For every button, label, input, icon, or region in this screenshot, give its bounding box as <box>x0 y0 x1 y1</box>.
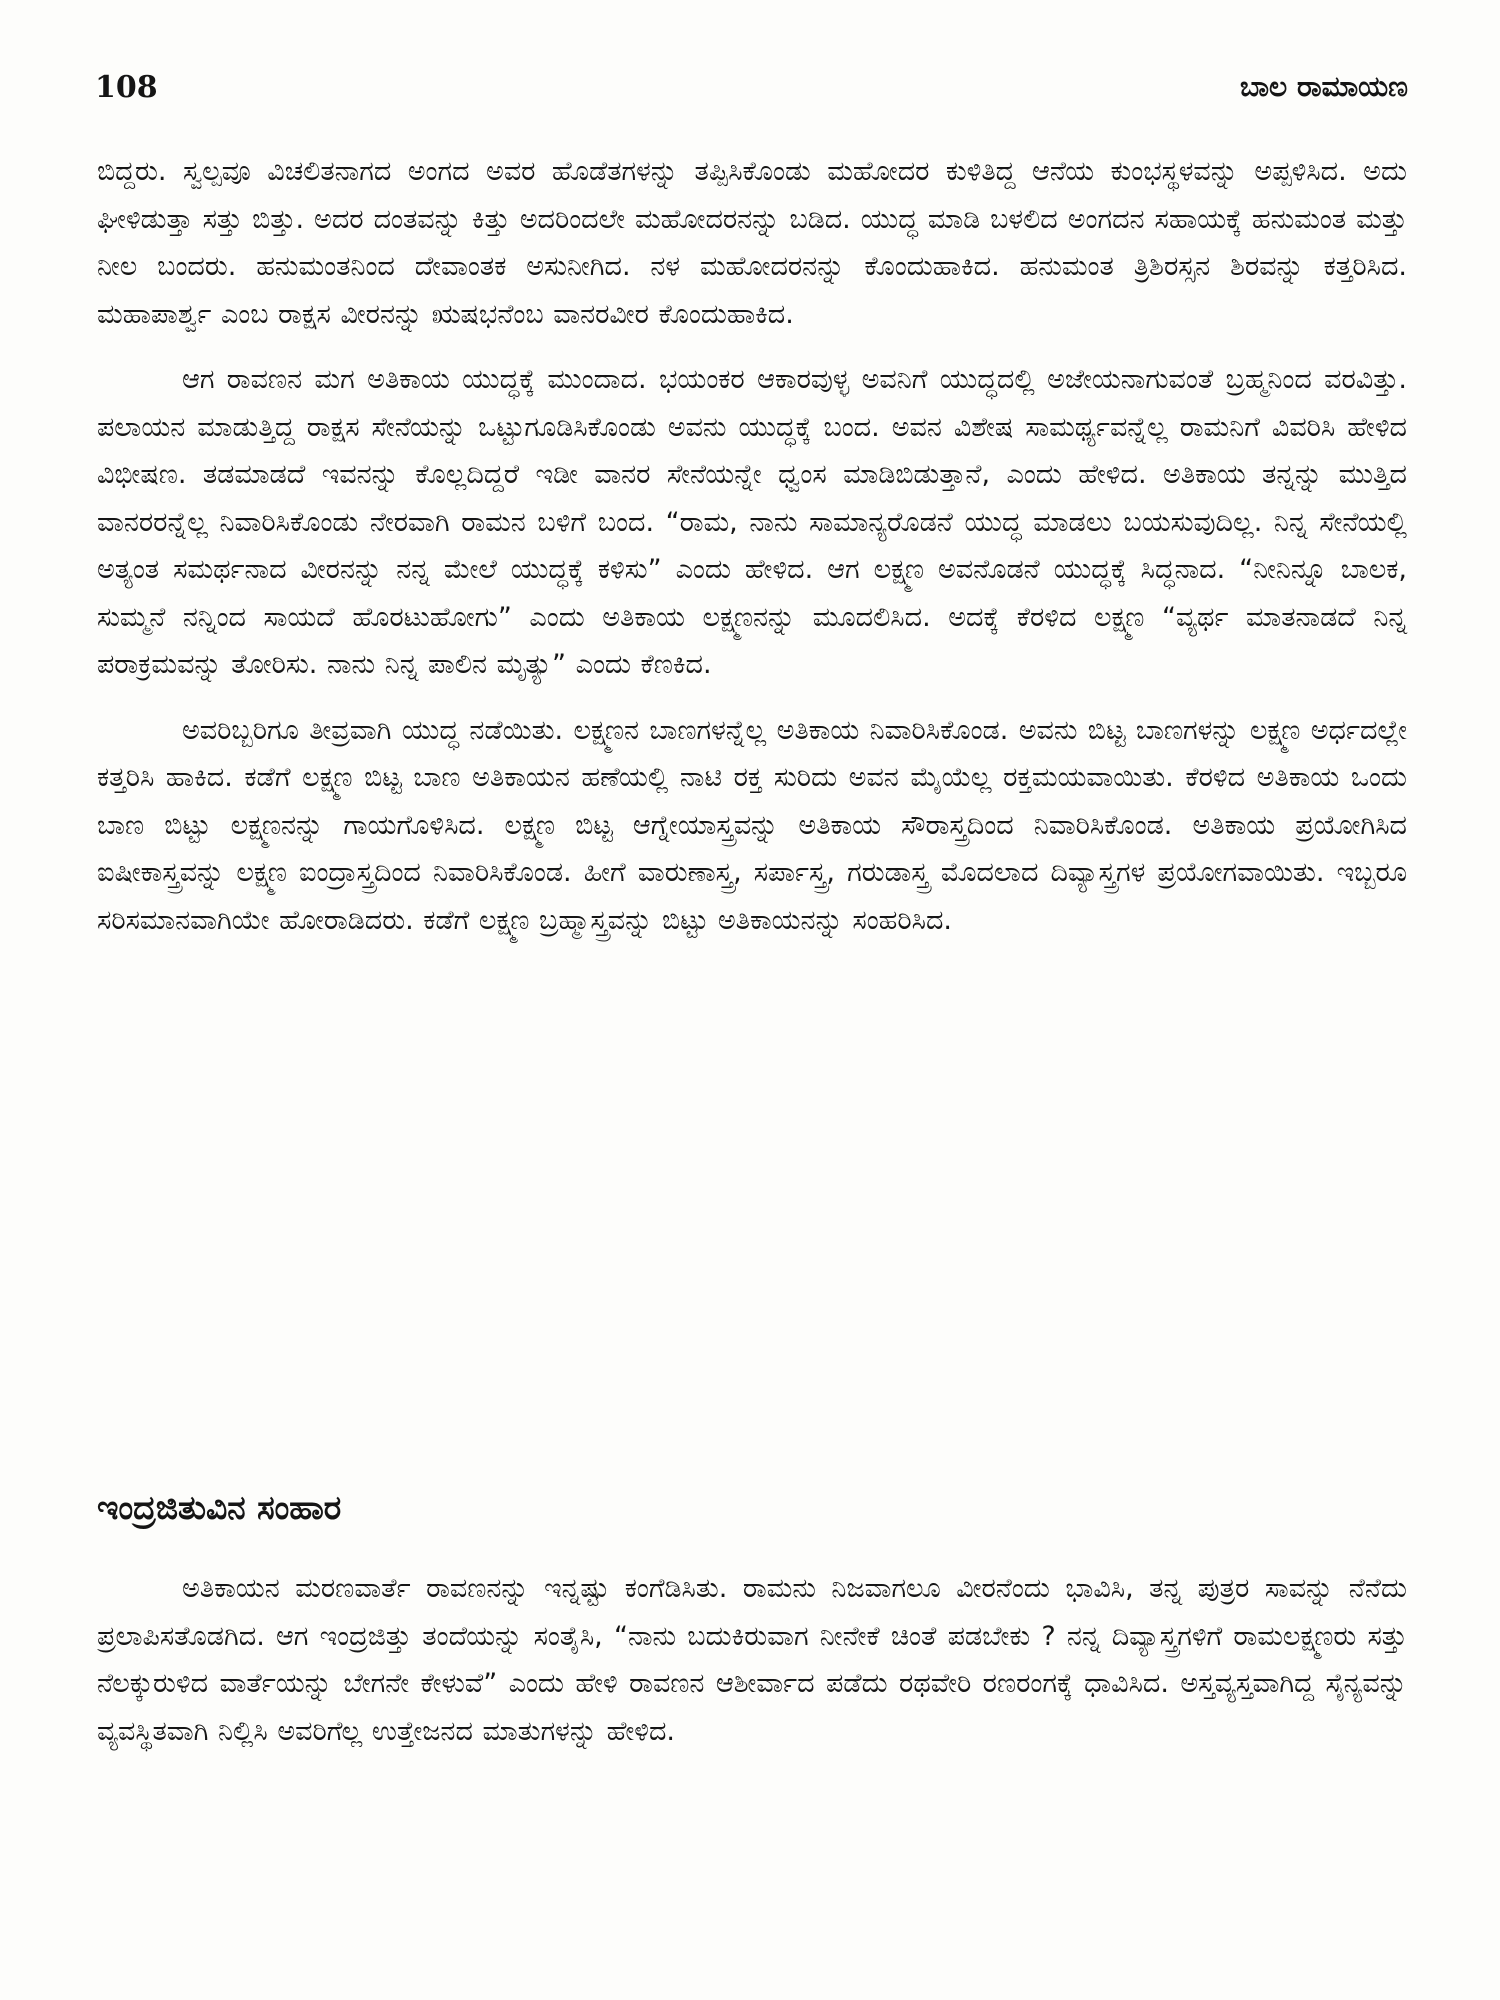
section-heading: ಇಂದ್ರಜಿತುವಿನ ಸಂಹಾರ <box>97 1488 342 1527</box>
paragraph: ಆಗ ರಾವಣನ ಮಗ ಅತಿಕಾಯ ಯುದ್ಧಕ್ಕೆ ಮುಂದಾದ. ಭಯಂಕರ ಆಕಾರವುಳ್ಳ ಅವನಿಗೆ ಯುದ್ಧದಲ್ಲಿ ಅಜೇಯನಾಗುವಂತೆ ಬ್ರಹ್ಮನಿಂದ ವರವಿತ್ತು. ಪಲಾಯನ ಮಾಡುತ್ತಿದ್ದ ರಾಕ್ಷಸ ಸೇನೆಯನ್ನು ಒಟ್ಟುಗೂಡಿಸಿಕೊಂಡು ಅವನು ಯುದ್ಧಕ್ಕೆ ಬಂದ. ಅವನ ವಿಶೇಷ ಸಾಮರ್ಥ್ಯವನ್ನೆಲ್ಲ ರಾಮನಿಗೆ ವಿವರಿಸಿ ಹೇಳಿದ ವಿಭೀಷಣ. ತಡಮಾಡದೆ ಇವನನ್ನು ಕೊಲ್ಲದಿದ್ದರೆ ಇಡೀ ವಾನರ ಸೇನೆಯನ್ನೇ ಧ್ವಂಸ ಮಾಡಿಬಿಡುತ್ತಾನೆ, ಎಂದು ಹೇಳಿದ. ಅತಿಕಾಯ ತನ್ನನ್ನು ಮುತ್ತಿದ ವಾನರರನ್ನೆಲ್ಲ ನಿವಾರಿಸಿಕೊಂಡು ನೇರವಾಗಿ ರಾಮನ ಬಳಿಗೆ ಬಂದ. “ರಾಮ, ನಾನು ಸಾಮಾನ್ಯರೊಡನೆ ಯುದ್ಧ ಮಾಡಲು ಬಯಸುವುದಿಲ್ಲ. ನಿನ್ನ ಸೇನೆಯಲ್ಲಿ ಅತ್ಯಂತ ಸಮರ್ಥನಾದ ವೀರನನ್ನು ನನ್ನ ಮೇಲೆ ಯುದ್ಧಕ್ಕೆ ಕಳಿಸು” ಎಂದು ಹೇಳಿದ. ಆಗ ಲಕ್ಷ್ಮಣ ಅವನೊಡನೆ ಯುದ್ಧಕ್ಕೆ ಸಿದ್ಧನಾದ. “ನೀನಿನ್ನೂ ಬಾಲಕ, ಸುಮ್ಮನೆ ನನ್ನಿಂದ ಸಾಯದೆ ಹೊರಟುಹೋಗು” ಎಂದು ಅತಿಕಾಯ ಲಕ್ಷ್ಮಣನನ್ನು ಮೂದಲಿಸಿದ. ಅದಕ್ಕೆ ಕೆರಳಿದ ಲಕ್ಷ್ಮಣ “ವ್ಯರ್ಥ ಮಾತನಾಡದೆ ನಿನ್ನ ಪರಾಕ್ರಮವನ್ನು ತೋರಿಸು. ನಾನು ನಿನ್ನ ಪಾಲಿನ ಮೃತ್ಯು” ಎಂದು ಕೆಣಕಿದ. <box>97 364 1407 680</box>
page-header <box>95 62 1408 112</box>
paragraph: ಅತಿಕಾಯನ ಮರಣವಾರ್ತೆ ರಾವಣನನ್ನು ಇನ್ನಷ್ಟು ಕಂಗೆಡಿಸಿತು. ರಾಮನು ನಿಜವಾಗಲೂ ವೀರನೆಂದು ಭಾವಿಸಿ, ತನ್ನ ಪುತ್ರರ ಸಾವನ್ನು ನೆನೆದು ಪ್ರಲಾಪಿಸತೊಡಗಿದ. ಆಗ ಇಂದ್ರಜಿತ್ತು ತಂದೆಯನ್ನು ಸಂತೈಸಿ, “ನಾನು ಬದುಕಿರುವಾಗ ನೀನೇಕೆ ಚಿಂತೆ ಪಡಬೇಕು ? ನನ್ನ ದಿವ್ಯಾಸ್ತ್ರಗಳಿಗೆ ರಾಮಲಕ್ಷ್ಮಣರು ಸತ್ತು ನೆಲಕ್ಕುರುಳಿದ ವಾರ್ತೆಯನ್ನು ಬೇಗನೇ ಕೇಳುವೆ” ಎಂದು ಹೇಳಿ ರಾವಣನ ಆಶೀರ್ವಾದ ಪಡೆದು ರಥವೇರಿ ರಣರಂಗಕ್ಕೆ ಧಾವಿಸಿದ. ಅಸ್ತವ್ಯಸ್ತವಾಗಿದ್ದ ಸೈನ್ಯವನ್ನು ವ್ಯವಸ್ಥಿತವಾಗಿ ನಿಲ್ಲಿಸಿ ಅವರಿಗೆಲ್ಲ ಉತ್ತೇಜನದ ಮಾತುಗಳನ್ನು ಹೇಳಿದ. <box>97 1573 1407 1747</box>
section-body <box>97 1565 1407 1773</box>
chapter-body <box>97 148 1407 962</box>
page-number: 108 <box>95 69 158 105</box>
paragraph: ಅವರಿಬ್ಬರಿಗೂ ತೀವ್ರವಾಗಿ ಯುದ್ಧ ನಡೆಯಿತು. ಲಕ್ಷ್ಮಣನ ಬಾಣಗಳನ್ನೆಲ್ಲ ಅತಿಕಾಯ ನಿವಾರಿಸಿಕೊಂಡ. ಅವನು ಬಿಟ್ಟ ಬಾಣಗಳನ್ನು ಲಕ್ಷ್ಮಣ ಅರ್ಧದಲ್ಲೇ ಕತ್ತರಿಸಿ ಹಾಕಿದ. ಕಡೆಗೆ ಲಕ್ಷ್ಮಣ ಬಿಟ್ಟ ಬಾಣ ಅತಿಕಾಯನ ಹಣೆಯಲ್ಲಿ ನಾಟಿ ರಕ್ತ ಸುರಿದು ಅವನ ಮೈಯೆಲ್ಲ ರಕ್ತಮಯವಾಯಿತು. ಕೆರಳಿದ ಅತಿಕಾಯ ಒಂದು ಬಾಣ ಬಿಟ್ಟು ಲಕ್ಷ್ಮಣನನ್ನು ಗಾಯಗೊಳಿಸಿದ. ಲಕ್ಷ್ಮಣ ಬಿಟ್ಟ ಆಗ್ನೇಯಾಸ್ತ್ರವನ್ನು ಅತಿಕಾಯ ಸೌರಾಸ್ತ್ರದಿಂದ ನಿವಾರಿಸಿಕೊಂಡ. ಅತಿಕಾಯ ಪ್ರಯೋಗಿಸಿದ ಐಷೀಕಾಸ್ತ್ರವನ್ನು ಲಕ್ಷ್ಮಣ ಐಂದ್ರಾಸ್ತ್ರದಿಂದ ನಿವಾರಿಸಿಕೊಂಡ. ಹೀಗೆ ವಾರುಣಾಸ್ತ್ರ, ಸರ್ಪಾಸ್ತ್ರ, ಗರುಡಾಸ್ತ್ರ ಮೊದಲಾದ ದಿವ್ಯಾಸ್ತ್ರಗಳ ಪ್ರಯೋಗವಾಯಿತು. ಇಬ್ಬರೂ ಸರಿಸಮಾನವಾಗಿಯೇ ಹೋರಾಡಿದರು. ಕಡೆಗೆ ಲಕ್ಷ್ಮಣ ಬ್ರಹ್ಮಾಸ್ತ್ರವನ್ನು ಬಿಟ್ಟು ಅತಿಕಾಯನನ್ನು ಸಂಹರಿಸಿದ. <box>97 714 1407 936</box>
paragraph: ಬಿದ್ದರು. ಸ್ವಲ್ಪವೂ ವಿಚಲಿತನಾಗದ ಅಂಗದ ಅವರ ಹೊಡೆತಗಳನ್ನು ತಪ್ಪಿಸಿಕೊಂಡು ಮಹೋದರ ಕುಳಿತಿದ್ದ ಆನೆಯ ಕುಂಭಸ್ಥಳವನ್ನು ಅಪ್ಪಳಿಸಿದ. ಅದು ಘೀಳಿಡುತ್ತಾ ಸತ್ತು ಬಿತ್ತು. ಅದರ ದಂತವನ್ನು ಕಿತ್ತು ಅದರಿಂದಲೇ ಮಹೋದರನನ್ನು ಬಡಿದ. ಯುದ್ಧ ಮಾಡಿ ಬಳಲಿದ ಅಂಗದನ ಸಹಾಯಕ್ಕೆ ಹನುಮಂತ ಮತ್ತು ನೀಲ ಬಂದರು. ಹನುಮಂತನಿಂದ ದೇವಾಂತಕ ಅಸುನೀಗಿದ. ನಳ ಮಹೋದರನನ್ನು ಕೊಂದುಹಾಕಿದ. ಹನುಮಂತ ತ್ರಿಶಿರಸ್ಸನ ಶಿರವನ್ನು ಕತ್ತರಿಸಿದ. ಮಹಾಪಾರ್ಶ್ವ ಎಂಬ ರಾಕ್ಷಸ ವೀರನನ್ನು ಋಷಭನೆಂಬ ವಾನರವೀರ ಕೊಂದುಹಾಕಿದ. <box>97 156 1407 330</box>
running-title: ಬಾಲ ರಾಮಾಯಣ <box>1240 70 1408 103</box>
